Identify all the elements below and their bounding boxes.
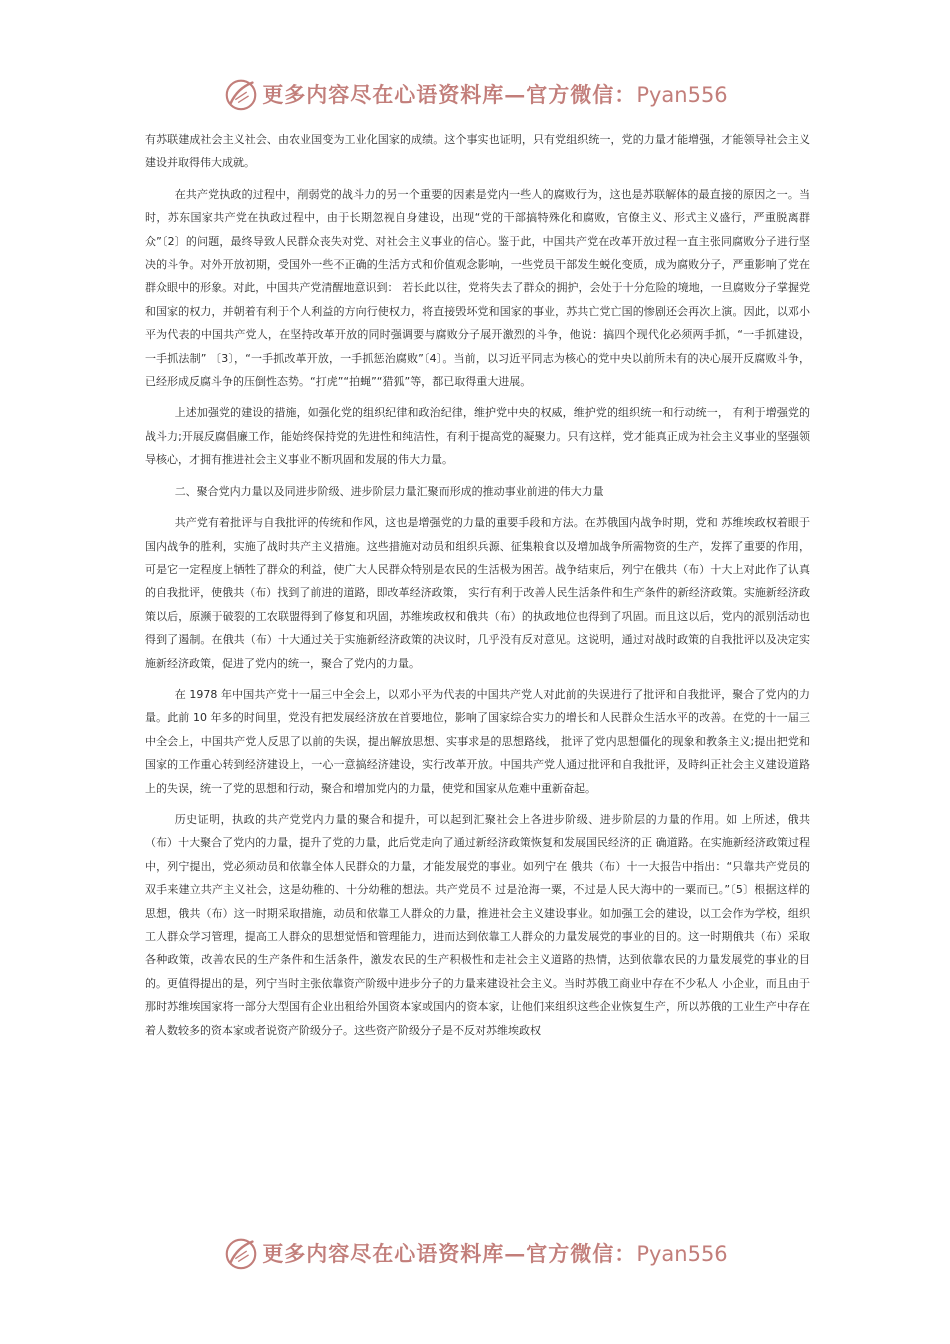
paragraph-7: 历史证明，执政的共产党党内力量的聚合和提升，可以起到汇聚社会上各进步阶级、进步阶层的力量的作用。如 上所述，俄共（布）十大聚合了党内的力量，提升了党的力量，此后党走向了通过新经济政策恢复和发展国民经济的正 确道路。在实施新经济政策过程中，列宁提出，党必须动员和依靠全体人民群众的力量，才能发展党的事业。如列宁在 俄共（布）十一大报告中指出：“只靠共产党员的双手来建立共产主义社会，这是幼稚的、十分幼稚的想法。共产党员不 过是沧海一粟，不过是人民大海中的一粟而已。”〔5〕根据这样的思想，俄共（布）这一时期采取措施，动员和依靠工人群众的力量，推进社会主义建设事业。如加强工会的建设，以工会作为学校，组织工人群众学习管理，提高工人群众的思想觉悟和管理能力，进而达到依靠工人群众的力量发展党的事业的目的。这一时期俄共（布）采取各种政策，改善农民的生产条件和生活条件，激发农民的生产积极性和走社会主义道路的热情，达到依靠农民的力量发展党的事业的目的。更值得提出的是，列宁当时主张依靠资产阶级中进步分子的力量来建设社会主义。当时苏俄工商业中存在不少私人 小企业，而且由于那时苏维埃国家将一部分大型国有企业出租给外国资本家或国内的资本家，让他们来组织这些企业恢复生产，所以苏俄的工业生产中存在着人数较多的资本家或者说资产阶级分子。这些资产阶级分子是不反对苏维埃政权 xyxy=(145,812,810,1037)
wechat-id: Pyan556 xyxy=(636,83,728,107)
banner-text: 更多内容尽在心语资料库—官方微信：Pyan556 xyxy=(262,82,728,107)
header-banner xyxy=(0,74,950,114)
logo-seal-icon xyxy=(222,75,260,113)
logo-seal-icon xyxy=(222,1234,260,1272)
footer-banner xyxy=(0,1233,950,1273)
paragraph-2: 在共产党执政的过程中，削弱党的战斗力的另一个重要的因素是党内一些人的腐败行为，这也是苏联解体的最直接的原因之一。当时，苏东国家共产党在执政过程中，由于长期忽视自身建设，出现“党的干部搞特殊化和腐败，官僚主义、形式主义盛行，严重脱离群众”〔2〕的问题，最终导致人民群众丧失对党、对社会主义事业的信心。鉴于此，中国共产党在改革开放过程一直主张同腐败分子进行坚决的斗争。对外开放初期，受国外一些不正确的生活方式和价值观念影响，一些党员干部发生蜕化变质，成为腐败分子，严重影响了党在群众眼中的形象。对此，中国共产党清醒地意识到： 若长此以往，党将失去了群众的拥护，会处于十分危险的境地，一旦腐败分子掌握党和国家的权力，并朝着有利于个人利益的方向行使权力，将直接毁坏党和国家的事业，苏共亡党亡国的惨剧还会再次上演。因此，以邓小平为代表的中国共产党人，在坚持改革开放的同时强调要与腐败分子展开激烈的斗争，他说：搞四个现代化必须两手抓，“一手抓建设， 一手抓法制” 〔3〕，“一手抓改革开放，一手抓惩治腐败”〔4〕。当前，以习近平同志为核心的党中央以前所未有的决心展开反腐败斗争，已经形成反腐斗争的压倒性态势。“打虎”“拍蝇”“猎狐”等，都已取得重大进展。 xyxy=(145,187,810,389)
banner-text: 更多内容尽在心语资料库—官方微信：Pyan556 xyxy=(262,1241,728,1266)
wechat-id: Pyan556 xyxy=(636,1242,728,1266)
section-heading: 二、聚合党内力量以及同进步阶级、进步阶层力量汇聚而形成的推动事业前进的伟大力量 xyxy=(174,484,604,498)
paragraph-1: 有苏联建成社会主义社会、由农业国变为工业化国家的成绩。这个事实也证明，只有党组织统一，党的力量才能增强，才能领导社会主义建设并取得伟大成就。 xyxy=(145,133,810,170)
document-body xyxy=(145,128,810,1050)
paragraph-6: 在 1978 年中国共产党十一届三中全会上，以邓小平为代表的中国共产党人对此前的失误进行了批评和自我批评，聚合了党内的力量。此前 10 年多的时间里，党没有把发展经济放在首要地位，影响了国家综合实力的增长和人民群众生活水平的改善。在党的十一届三中全会上，中国共产党人反思了以前的失误，提出解放思想、实事求是的思想路线， 批评了党内思想僵化的现象和教条主义;提出把党和国家的工作重心转到经济建设上，一心一意搞经济建设，实行改革开放。中国共产党人通过批评和自我批评，及時纠正社会主义建设道路上的失误，统一了党的思想和行动，聚合和增加党内的力量，使党和国家从危难中重新奋起。 xyxy=(145,687,810,795)
paragraph-5: 共产党有着批评与自我批评的传统和作风，这也是增强党的力量的重要手段和方法。在苏俄国内战争时期，党和 苏维埃政权着眼于国内战争的胜利，实施了战时共产主义措施。这些措施对动员和组织兵源、征集粮食以及增加战争所需物资的生产，发挥了重要的作用，可是它一定程度上牺牲了群众的利益，使广大人民群众特别是农民的生活极为困苦。战争结束后，列宁在俄共（布）十大上对此作了认真的自我批评，使俄共（布）找到了前进的道路，即改革经济政策， 实行有利于改善人民生活条件和生产条件的新经济政策。实施新经济政策以后，原濒于破裂的工农联盟得到了修复和巩固，苏维埃政权和俄共（布）的执政地位也得到了巩固。而且这以后，党内的派别活动也得到了遏制。在俄共（布）十大通过关于实施新经济政策的决议时，几乎没有反对意见。这说明，通过对战时政策的自我批评以及决定实施新经济政策，促进了党内的统一，聚合了党内的力量。 xyxy=(145,516,810,670)
paragraph-3: 上述加强党的建设的措施，如强化党的组织纪律和政治纪律，维护党中央的权威，维护党的组织统一和行动统一， 有利于增强党的战斗力;开展反腐倡廉工作，能始终保持党的先进性和纯洁性，有利于提高党的凝聚力。只有这样，党才能真正成为社会主义事业的坚强领导核心，才拥有推进社会主义事业不断巩固和发展的伟大力量。 xyxy=(145,406,810,467)
